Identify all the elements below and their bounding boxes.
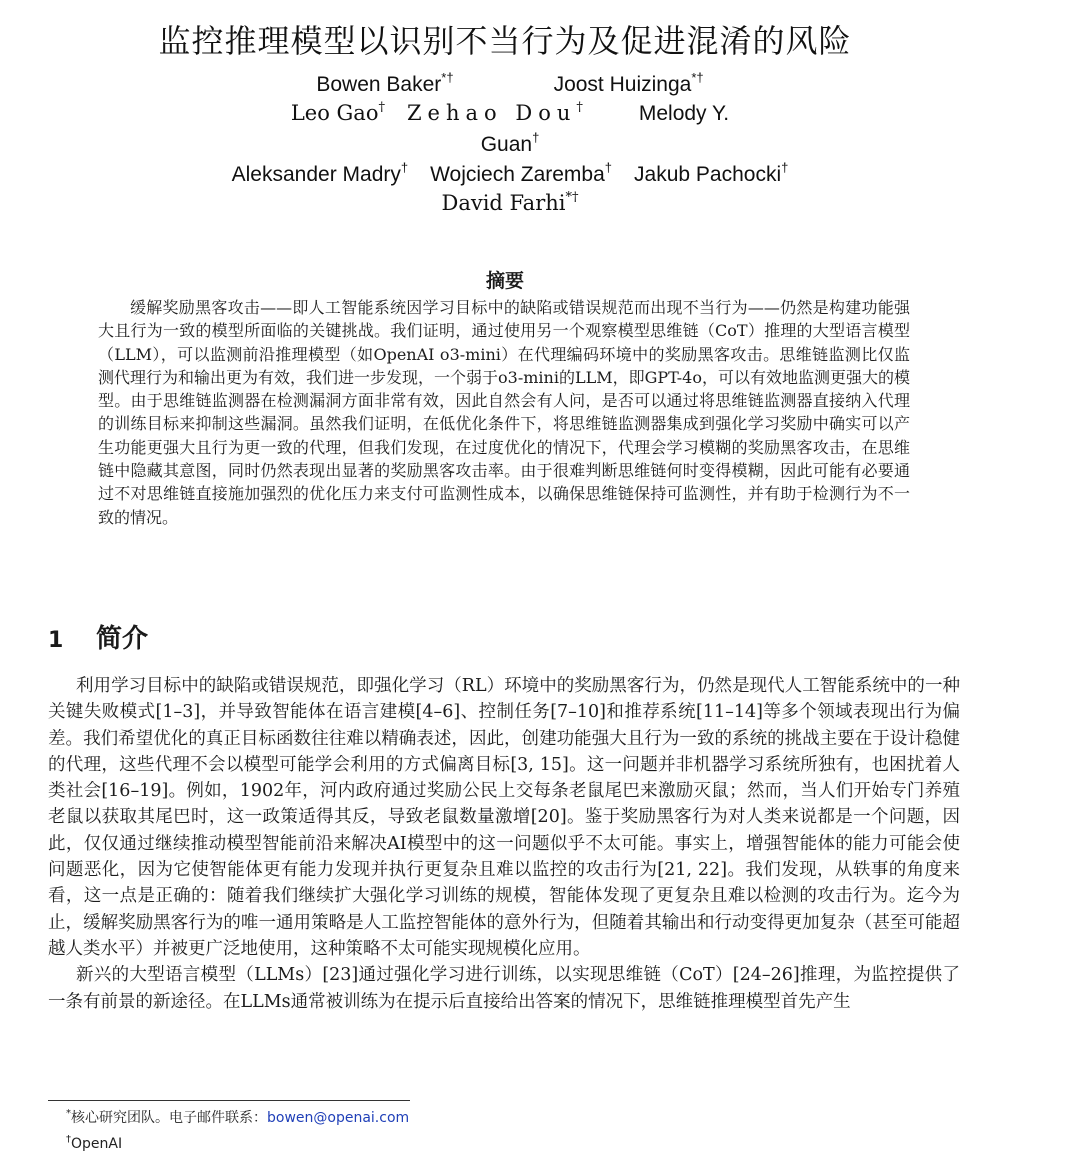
abstract-body [98,296,910,529]
author-line-2 [150,100,870,126]
section-heading-introduction [48,618,148,655]
paper-title: 监控推理模型以识别不当行为及促进混淆的风险 [158,22,852,60]
footnote-core-team: *核心研究团队。电子邮件联系：bowen@openai.com [66,1108,410,1126]
author-leo-gao: Leo Gao† [290,100,385,125]
contact-email-link[interactable]: bowen@openai.com [267,1110,410,1126]
author-david-farhi: David Farhi*† [441,190,579,215]
author-joost-huizinga: Joost Huizinga*† [553,70,704,96]
body-paragraph-2: 新兴的大型语言模型（LLMs）[23]通过强化学习进行训练，以实现思维链（CoT）[24–26]推理，为监控提供了一条有前景的新途径。在LLMs通常被训练为在提示后直接给出答案的情况下，思维链推理模型首先产生 [48,965,960,1012]
footnote-divider [48,1100,410,1101]
introduction-body [48,673,960,1015]
author-aleksander-madry: Aleksander Madry† [231,160,409,186]
author-jakub-pachocki: Jakub Pachocki† [634,160,789,186]
footnotes [66,1103,409,1155]
author-line-4 [150,160,870,187]
author-line-5 [150,190,870,215]
footnote-affiliation: †OpenAI [66,1134,123,1152]
section-title: 简介 [96,624,149,654]
body-paragraph-1: 利用学习目标中的缺陷或错误规范，即强化学习（RL）环境中的奖励黑客行为，仍然是现代人工智能系统中的一种关键失败模式[1–3]，并导致智能体在语言建模[4–6]、控制任务[7–10]和推荐系统[11–14]等多个领域表现出行为偏差。我们希望优化的真正目标函数往往难以精确表述，因此，创建功能强大且行为一致的系统的挑战主要在于设计稳健的代理，这些代理不会以模型可能学会利用的方式偏离目标[3, 15]。这一问题并非机器学习系统所独有，也困扰着人类社会[16–19]。例如，1902年，河内政府通过奖励公民上交每条老鼠尾巴来激励灭鼠；然而，当人们开始专门养殖老鼠以获取其尾巴时，这一政策适得其反，导致老鼠数量激增[20]。鉴于奖励黑客行为对人类来说都是一个问题，因此，仅仅通过继续推动模型智能前沿来解决AI模型中的这一问题似乎不太可能。事实上，增强智能体的能力可能会使问题恶化，因为它使智能体更有能力发现并执行更复杂且难以监控的攻击行为[21, 22]。我们发现，从轶事的角度来看，这一点是正确的：随着我们继续扩大强化学习训练的规模，智能体发现了更复杂且难以检测的攻击行为。迄今为止，缓解奖励黑客行为的唯一通用策略是人工监控智能体的意外行为，但随着其输出和行动变得更加复杂（甚至可能超越人类水平）并被更广泛地使用，这种策略不太可能实现规模化应用。 [48,676,960,959]
author-melody-guan-second: Guan† [480,130,540,156]
author-bowen-baker: Bowen Baker*† [316,70,454,96]
abstract-paragraph: 缓解奖励黑客攻击——即人工智能系统因学习目标中的缺陷或错误规范而出现不当行为——仍然是构建功能强大且行为一致的模型所面临的关键挑战。我们证明，通过使用另一个观察模型思维链（CoT）推理的大型语言模型（LLM），可以监测前沿推理模型（如OpenAI o3-mini）在代理编码环境中的奖励黑客攻击。思维链监测比仅监测代理行为和输出更为有效，我们进一步发现，一个弱于o3-mini的LLM，即GPT-4o，可以有效地监测更强大的模型。由于思维链监测器在检测漏洞方面非常有效，因此自然会有人问，是否可以通过将思维链监测器直接纳入代理的训练目标来抑制这些漏洞。虽然我们证明，在低优化条件下，将思维链监测器集成到强化学习奖励中确实可以产生功能更强大且行为更一致的代理，但我们发现，在过度优化的情况下，代理会学习模糊的奖励黑客攻击，在思维链中隐藏其意图，同时仍然表现出显著的奖励黑客攻击率。由于很难判断思维链何时变得模糊，因此可能有必要通过不对思维链直接施加强烈的优化压力来支付可监测性成本，以确保思维链保持可监测性，并有助于检测行为不一致的情况。 [98,298,910,527]
author-melody-guan-first: Melody Y. [638,102,730,125]
author-line-3 [150,130,870,157]
author-zehao-dou: Zehao Dou† [406,100,589,125]
author-line-1 [150,70,870,97]
author-wojciech-zaremba: Wojciech Zaremba† [430,160,613,186]
section-number: 1 [48,628,64,653]
abstract-heading: 摘要 [485,270,524,292]
